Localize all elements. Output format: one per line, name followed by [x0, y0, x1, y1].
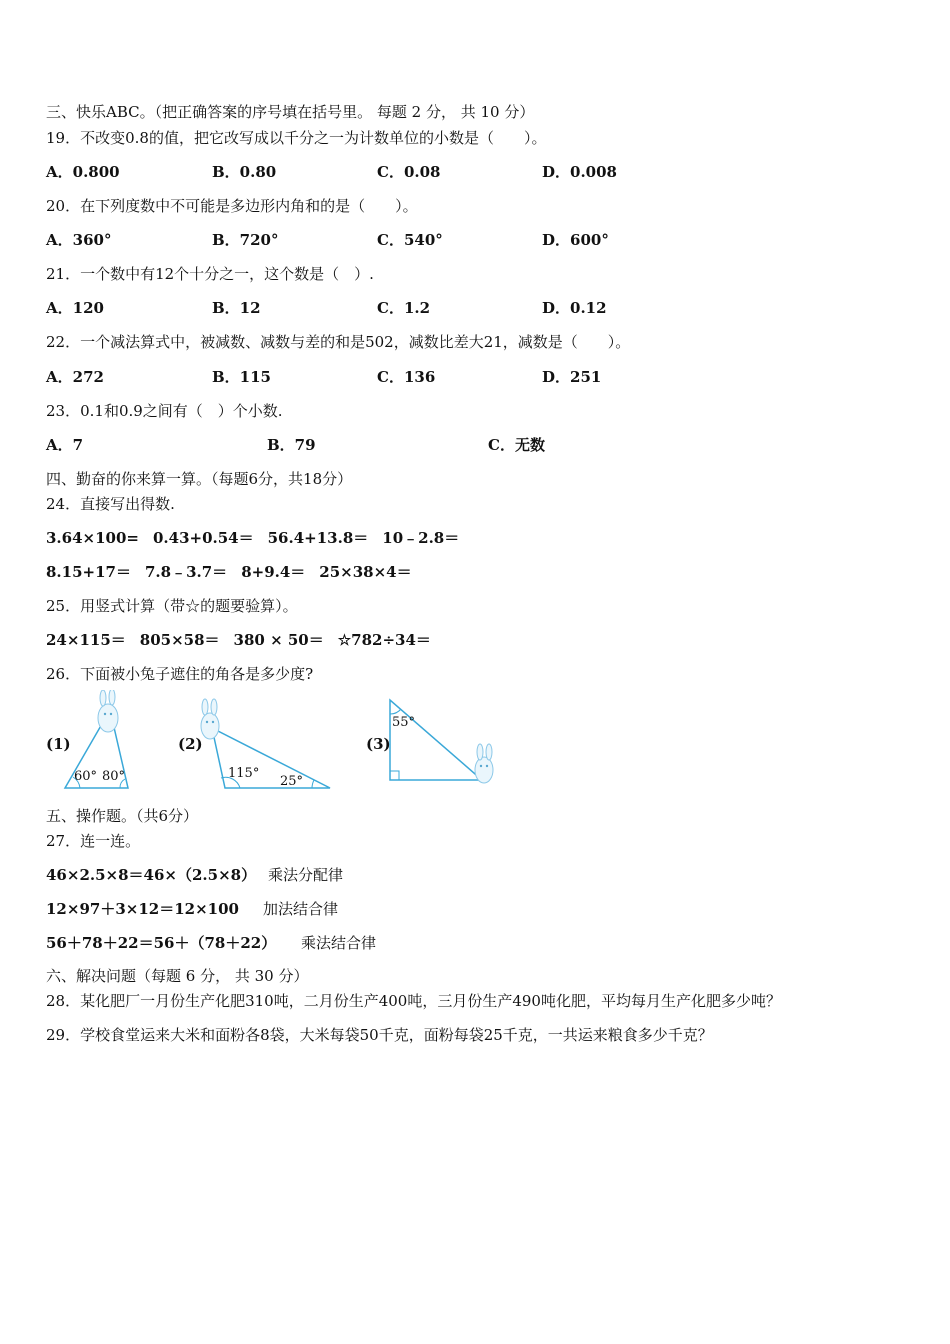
q20-option-a: A．360°: [46, 231, 112, 249]
q24-expr: 25×38×4＝: [319, 563, 412, 581]
q27-right-2: 加法结合律: [263, 900, 339, 918]
q22-option-a: A．272: [46, 368, 104, 386]
section-5-heading: 五、操作题。（共6分）: [46, 807, 199, 825]
q22-option-c: C．136: [377, 368, 436, 386]
q25-expr: 380 × 50＝: [233, 631, 324, 649]
q21-option-b: B．12: [212, 299, 261, 317]
q23-option-c: C．无数: [488, 436, 545, 454]
q25-row: [46, 630, 445, 650]
q19-option-c: C．0.08: [377, 163, 441, 181]
q22-option-b: B．115: [212, 368, 271, 386]
figure-2-label: (2): [178, 735, 203, 753]
q22-option-d: D．251: [542, 368, 602, 386]
question-20: 20．在下列度数中不可能是多边形内角和的是（ ）。: [46, 197, 418, 215]
question-28: 28．某化肥厂一月份生产化肥310吨，二月份生产400吨，三月份生产490吨化肥，平均每月生产化肥多少吨？: [46, 992, 781, 1010]
section-3-heading: 三、快乐ABC。（把正确答案的序号填在括号里。 每题 2 分， 共 10 分）: [46, 103, 535, 121]
q19-option-a: A．0.800: [46, 163, 120, 181]
figure-3-triangle: [384, 696, 499, 794]
figure-1-triangle: [60, 690, 140, 792]
q27-left-1: 46×2.5×8＝46×（2.5×8）: [46, 866, 257, 884]
question-29: 29．学校食堂运来大米和面粉各8袋，大米每袋50千克，面粉每袋25千克，一共运来粮食多少千克？: [46, 1026, 713, 1044]
q20-option-c: C．540°: [377, 231, 443, 249]
q24-expr: 8.15+17＝: [46, 563, 131, 581]
question-23: 23．0.1和0.9之间有（ ）个小数.: [46, 402, 283, 420]
q24-expr: 10﹣2.8＝: [382, 529, 460, 547]
q27-right-1: 乘法分配律: [268, 866, 344, 884]
question-27: 27．连一连。: [46, 832, 141, 850]
figure-3-label: (3): [366, 735, 391, 753]
q27-right-3: 乘法结合律: [301, 934, 377, 952]
figure-2-triangle: [190, 698, 335, 792]
q20-option-d: D．600°: [542, 231, 609, 249]
question-21: 21．一个数中有12个十分之一，这个数是（ ）.: [46, 265, 374, 283]
section-4-heading: 四、勤奋的你来算一算。（每题6分，共18分）: [46, 470, 353, 488]
q24-expr: 3.64×100=: [46, 529, 139, 547]
question-26: 26．下面被小兔子遮住的角各是多少度?: [46, 665, 314, 683]
q23-option-a: A．7: [46, 436, 84, 454]
rabbit-icon: [475, 744, 493, 783]
q25-expr: 24×115＝: [46, 631, 126, 649]
figure-1-angle-b: 80°: [102, 769, 126, 784]
rabbit-icon: [98, 690, 118, 732]
figure-2-angle-a: 115°: [228, 766, 260, 781]
question-25: 25．用竖式计算（带☆的题要验算）。: [46, 597, 298, 615]
q25-expr: 805×58＝: [139, 631, 220, 649]
rabbit-icon: [201, 699, 219, 739]
q24-expr: 7.8﹣3.7＝: [144, 563, 228, 581]
q21-option-a: A．120: [46, 299, 104, 317]
q24-row-1: [46, 528, 473, 548]
question-24: 24．直接写出得数.: [46, 495, 175, 513]
q20-option-b: B．720°: [212, 231, 279, 249]
q27-left-2: 12×97＋3×12＝12×100: [46, 900, 239, 918]
q19-option-b: B．0.80: [212, 163, 277, 181]
figure-1-angle-a: 60°: [74, 769, 98, 784]
q21-option-c: C．1.2: [377, 299, 431, 317]
q27-left-3: 56＋78＋22＝56＋（78＋22）: [46, 934, 277, 952]
question-22: 22．一个减法算式中，被减数、减数与差的和是502，减数比差大21，减数是（ ）。: [46, 333, 631, 351]
q24-expr: 0.43+0.54＝: [152, 529, 254, 547]
figure-2-angle-b: 25°: [280, 774, 304, 789]
figure-1-label: (1): [46, 735, 71, 753]
q24-expr: 56.4+13.8＝: [267, 529, 369, 547]
q19-option-d: D．0.008: [542, 163, 617, 181]
q23-option-b: B．79: [267, 436, 316, 454]
q24-row-2: [46, 562, 426, 582]
q21-option-d: D．0.12: [542, 299, 607, 317]
q25-expr: ☆782÷34＝: [337, 631, 431, 649]
question-19: 19．不改变0.8的值，把它改写成以千分之一为计数单位的小数是（ ）。: [46, 129, 547, 147]
q24-expr: 8+9.4＝: [241, 563, 306, 581]
figure-3-angle-a: 55°: [392, 715, 416, 730]
section-6-heading: 六、解决问题（每题 6 分， 共 30 分）: [46, 967, 309, 985]
